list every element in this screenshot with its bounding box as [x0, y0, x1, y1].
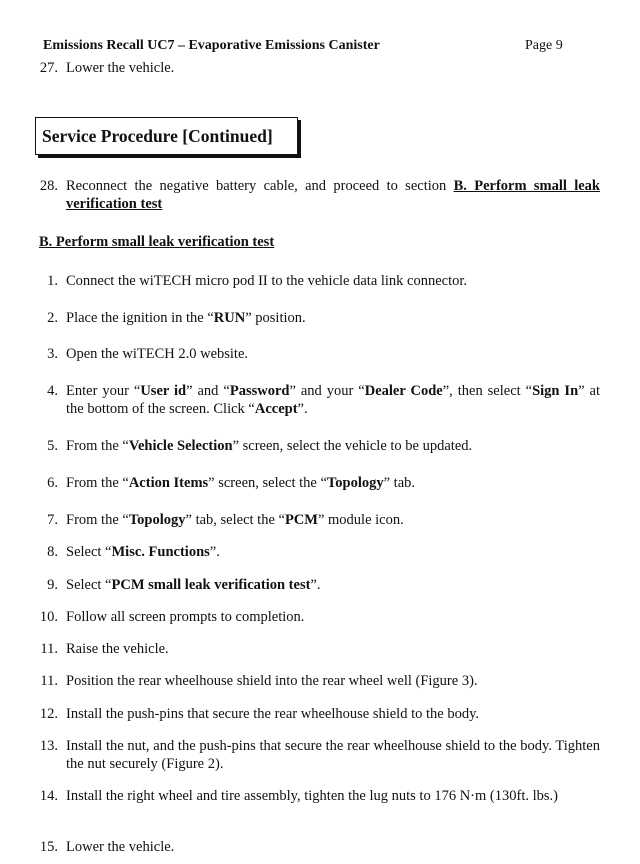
step-text — [66, 787, 600, 805]
step-number: 5. — [47, 438, 58, 454]
bold-term: User id — [140, 383, 187, 399]
bold-term: Password — [229, 383, 290, 399]
bold-term: Sign In — [532, 383, 579, 399]
section-b-link[interactable]: B. Perform small leak verification test — [66, 178, 600, 212]
bold-term: RUN — [213, 310, 246, 326]
step-text — [66, 640, 600, 658]
text-run: ” tab. — [383, 475, 416, 491]
step-text: Lower the vehicle. — [66, 60, 175, 76]
step-28-text: Reconnect the negative battery cable, and proceed to section — [66, 178, 454, 194]
step-text — [66, 272, 600, 290]
bold-term: Accept — [254, 401, 298, 417]
step-number: 2. — [47, 310, 58, 326]
step-text — [66, 705, 600, 723]
step-number: 11. — [40, 673, 58, 689]
bold-term: Misc. Functions — [111, 544, 210, 560]
text-run: ” position. — [245, 310, 306, 326]
step-text — [66, 511, 600, 529]
text-run: Install the push-pins that secure the rear wheelhouse shield to the body. — [66, 706, 480, 722]
bold-term: Topology — [326, 475, 384, 491]
text-run: Select “ — [66, 577, 112, 593]
text-run: ” at the bottom of the screen. Click “ — [66, 383, 600, 417]
step-number: 7. — [47, 512, 58, 528]
section-heading-box: Service Procedure [Continued] — [35, 117, 298, 155]
text-run: ” screen, select the vehicle to be updated. — [232, 438, 473, 454]
step-text — [66, 177, 600, 213]
text-run: From the “ — [66, 438, 129, 454]
text-run: From the “ — [66, 512, 129, 528]
text-run: Connect the wiTECH micro pod II to the vehicle data link connector. — [66, 273, 468, 289]
text-run: Place the ignition in the “ — [66, 310, 214, 326]
text-run: ”, then select “ — [442, 383, 533, 399]
text-run: Select “ — [66, 544, 112, 560]
step-number: 14. — [39, 788, 58, 804]
bold-term: Action Items — [128, 475, 209, 491]
bold-term: Topology — [128, 512, 186, 528]
text-run: Install the nut, and the push-pins that secure the rear wheelhouse shield to the body. Tighten the nut securely (Figure 2). — [66, 738, 600, 772]
text-run: Raise the vehicle. — [66, 641, 169, 657]
text-run: ”. — [209, 544, 220, 560]
text-run: ” tab, select the “ — [185, 512, 285, 528]
step-number: 28. — [39, 178, 58, 194]
text-run: ”. — [297, 401, 308, 417]
text-run: Position the rear wheelhouse shield into the rear wheel well (Figure 3). — [66, 673, 478, 689]
step-text — [66, 437, 600, 455]
step-number: 27. — [39, 60, 58, 76]
bold-term: Vehicle Selection — [128, 438, 233, 454]
step-text — [66, 345, 600, 363]
step-text — [66, 672, 600, 690]
step-number: 6. — [47, 475, 58, 491]
text-run: Lower the vehicle. — [66, 839, 175, 855]
step-text — [66, 838, 600, 856]
step-text — [66, 608, 600, 626]
step-text — [66, 474, 600, 492]
step-text — [66, 576, 600, 594]
step-number: 12. — [39, 706, 58, 722]
text-run: Install the right wheel and tire assembly, tighten the lug nuts to 176 N·m (130ft. lbs.) — [66, 788, 558, 804]
text-run: Open the wiTECH 2.0 website. — [66, 346, 249, 362]
page-number: Page 9 — [525, 38, 563, 53]
step-text — [66, 543, 600, 561]
step-text — [66, 382, 600, 418]
step-number: 9. — [47, 577, 58, 593]
text-run: Enter your “ — [66, 383, 141, 399]
step-number: 3. — [47, 346, 58, 362]
section-b-heading: B. Perform small leak verification test — [39, 234, 275, 250]
text-run: ” screen, select the “ — [208, 475, 327, 491]
text-run: Follow all screen prompts to completion. — [66, 609, 305, 625]
step-number: 10. — [39, 609, 58, 625]
step-number: 1. — [47, 273, 58, 289]
text-run: ” module icon. — [317, 512, 404, 528]
step-number: 15. — [39, 839, 58, 855]
step-number: 13. — [39, 738, 58, 754]
bold-term: PCM — [284, 512, 318, 528]
step-text — [66, 309, 600, 327]
step-text — [66, 737, 600, 773]
text-run: From the “ — [66, 475, 129, 491]
text-run: ” and your “ — [289, 383, 365, 399]
header-title: Emissions Recall UC7 – Evaporative Emissions Canister — [43, 38, 380, 53]
bold-term: PCM small leak verification test — [111, 577, 311, 593]
step-number: 4. — [47, 383, 58, 399]
bold-term: Dealer Code — [364, 383, 443, 399]
step-number: 8. — [47, 544, 58, 560]
text-run: ”. — [310, 577, 321, 593]
step-number: 11. — [40, 641, 58, 657]
text-run: ” and “ — [186, 383, 230, 399]
